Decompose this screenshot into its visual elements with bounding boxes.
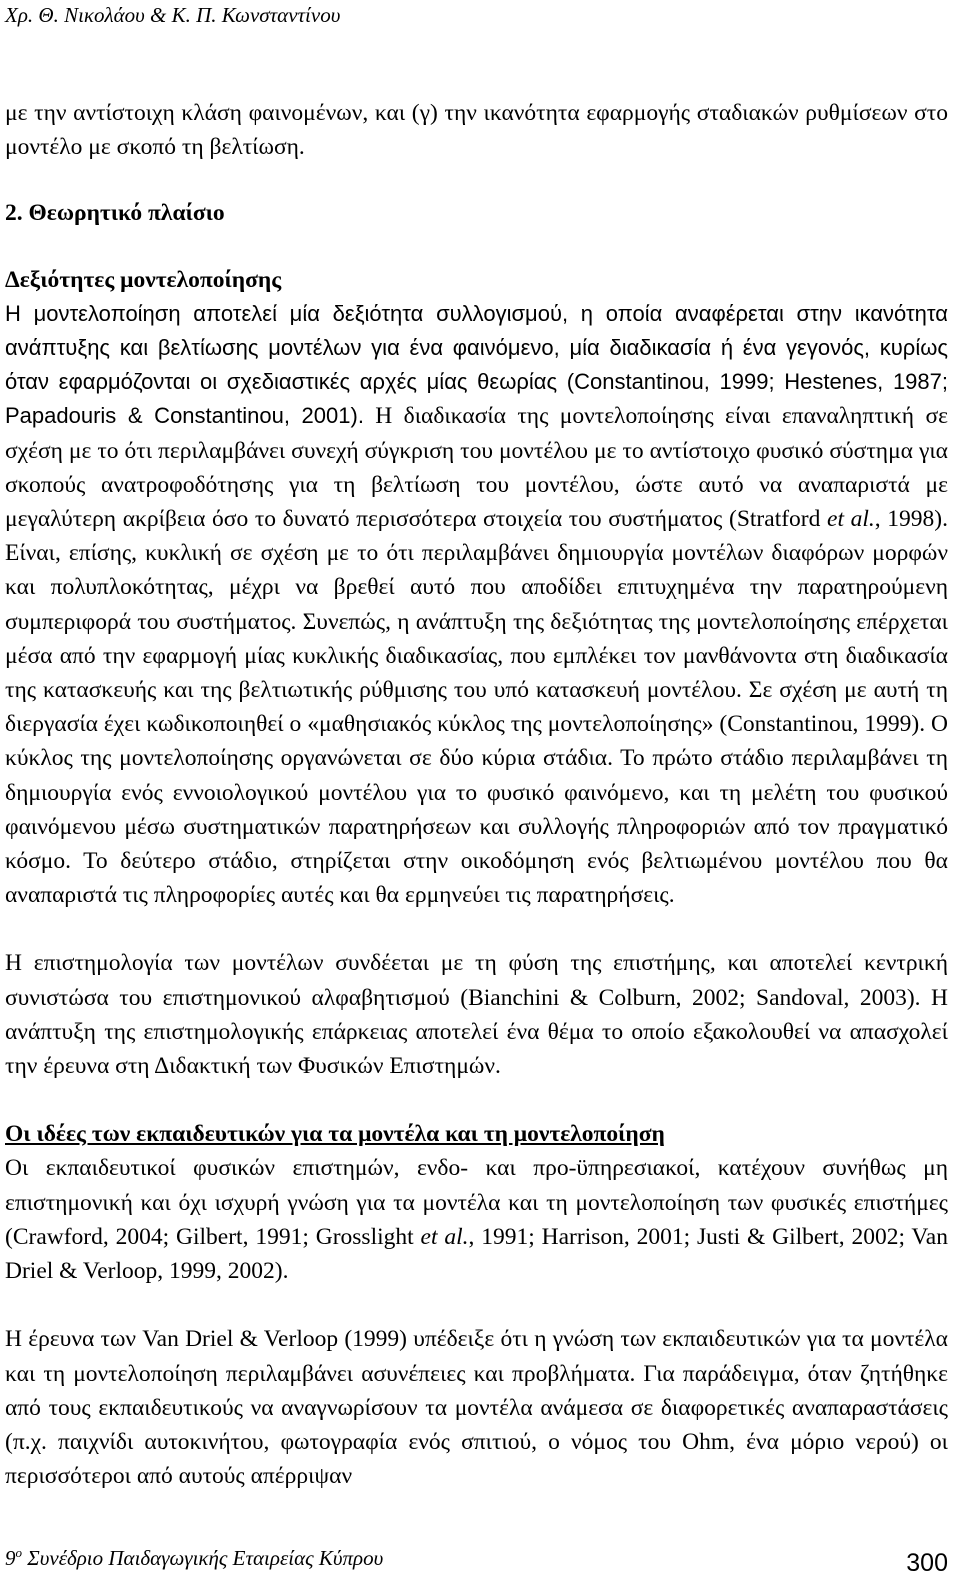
conference-name: Συνέδριο Παιδαγωγικής Εταιρείας Κύπρου — [22, 1546, 384, 1570]
subsection-title-modeling-skills: Δεξιότητες μοντελοποίησης — [5, 266, 282, 293]
section-title: 2. Θεωρητικό πλαίσιο — [5, 200, 225, 227]
paragraph-epistemology: Η επιστημολογία των μοντέλων συνδέεται με τη φύση της επιστήμης, και αποτελεί κεντρική συνιστώσα του επιστημονικού αλφαβητισμού (Bianchini & Colburn, 2002; Sandoval, 2003). Η ανάπτυξη της επιστημολογικής επάρκειας αποτελεί ένα θέμα το οποίο εξακολουθεί να απασχολεί την έρευνα στη Διδακτική των Φυσικών Επιστημών. — [5, 950, 948, 1080]
paragraph-text: Η διαδικασία της μοντελοποίησης είναι επαναληπτική σε σχέση με το ότι περιλαμβάνει συνεχή σύγκριση του μοντέλου με το αντίστοιχο φυσικό σύστημα για σκοπούς ανατροφοδότησης για τη βελτίωση του μοντέλου, ώστε αυτό να αναπαριστά με μεγαλύτερη ακρίβεια όσο το δυνατό περισσότερα στοιχεία του συστήματος (Stratford — [5, 403, 949, 533]
paragraph-text: , 1991; Harrison, 2001; Justi & Gilbert, 2002; Van Driel & Verloop, 1999, 2002). — [5, 1223, 948, 1285]
paragraph-text: , 1998). Είναι, επίσης, κυκλική σε σχέση με το ότι περιλαμβάνει δημιουργία μοντέλων διαφόρων μορφών και πολυπλοκότητας, μέχρι να βρεθεί αυτό που αποδίδει επιτυχημένα την παρατηρούμενη συμπεριφορά του συστήματος. Συνεπώς, η ανάπτυξη της δεξιότητας της μοντελοποίησης επέρχεται μέσα από την εφαρμογή μίας κυκλικής διαδικασίας, που εμπλέκει τον μανθάνοντα στη διαδικασία της κατασκευής και της βελτιωτικής ρύθμισης του υπό κατασκευή μοντέλου. Σε σχέση με αυτή τη διεργασία έχει κωδικοποιηθεί ο «μαθησιακός κύκλος της μοντελοποίησης» (Constantinou, 1999). Ο κύκλος της μοντελοποίησης οργανώνεται σε δύο κύρια στάδια. Το πρώτο στάδιο περιλαμβάνει τη δημιουργία ενός εννοιολογικού μοντέλου για το φυσικό φαινόμενο, και τη μελέτη του φυσικού φαινόμενου μέσω συστηματικών παρατηρήσεων και συλλογής πληροφοριών από τον πραγματικό κόσμο. Το δεύτερο στάδιο, στηρίζεται στην οικοδόμηση ενός βελτιωμένου μοντέλου που θα αναπαριστά τις πληροφορίες αυτές και θα ερμηνεύει τις παρατηρήσεις. — [5, 506, 948, 909]
conference-number: 9 — [5, 1546, 16, 1570]
paragraph-teachers-knowledge — [5, 1151, 948, 1288]
conference-footer — [5, 1540, 383, 1571]
paragraph-text: Οι εκπαιδευτικοί φυσικών επιστημών, ενδο- και προ-ϋπηρεσιακοί, κατέχουν συνήθως μη επιστημονική και όχι ισχυρή γνώση για τα μοντέλα και τη μοντελοποίηση των φυσικές επιστήμες (Crawford, 2004; Gilbert, 1991; Grosslight — [5, 1155, 948, 1250]
page-body — [5, 96, 948, 1493]
paragraph-van-driel-verloop: Η έρευνα των Van Driel & Verloop (1999) υπέδειξε ότι η γνώση των εκπαιδευτικών για τα μοντέλα και τη μοντελοποίηση περιλαμβάνει ασυνέπειες και προβλήματα. Για παράδειγμα, όταν ζητήθηκε από τους εκπαιδευτικούς να αναγνωρίσουν τα μοντέλα ανάμεσα σε διαφορετικές αναπαραστάσεις (π.χ. παιχνίδι αυτοκινήτου, φωτογραφία ενός σπιτιού, ο νόμος του Ohm, ένα μόριο νερού) οι περισσότεροι από αυτούς απέρριψαν — [5, 1326, 948, 1490]
et-al-italic: et al. — [827, 506, 875, 533]
page-number: 300 — [906, 1549, 948, 1577]
intro-paragraph: με την αντίστοιχη κλάση φαινομένων, και (γ) την ικανότητα εφαρμογής σταδιακών ρυθμίσεων στο μοντέλο με σκοπό τη βελτίωση. — [5, 100, 948, 161]
conference-number-suffix: ο — [15, 1545, 22, 1560]
subsection-title-teachers-ideas: Οι ιδέες των εκπαιδευτικών για τα μοντέλα και τη μοντελοποίηση — [5, 1121, 665, 1148]
paragraph-modeling-skills — [5, 297, 948, 913]
running-header: Χρ. Θ. Νικολάου & Κ. Π. Κωνσταντίνου — [5, 3, 341, 27]
paragraph-text-sans: Η μοντελοποίηση αποτελεί μία δεξιότητα συλλογισμού, η οποία αναφέρεται στην ικανότητα ανάπτυξης και βελτίωσης μοντέλων για ένα φαινόμενο, μία διαδικασία ή ένα γεγονός, κυρίως όταν εφαρμόζονται οι σχεδιαστικές αρχές μίας θεωρίας (Constantinou, 1999; Hestenes, 1987; Papadouris & Constantinou, 2001). — [5, 300, 948, 429]
et-al-italic: et al. — [420, 1223, 469, 1250]
